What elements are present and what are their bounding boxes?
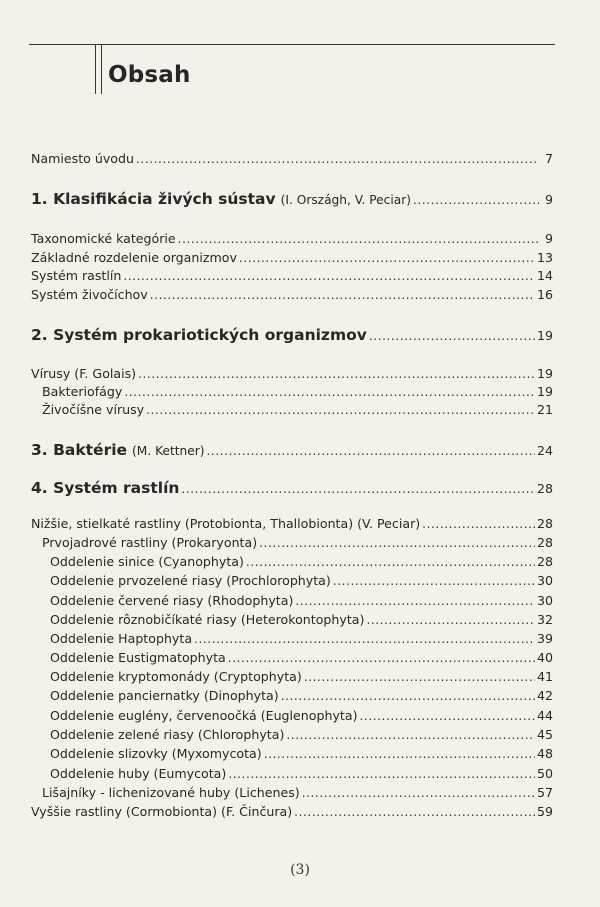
toc-entry-bakteriofagy [42,384,553,400]
leader-dots [294,804,535,820]
toc-label: 2. Systém prokariotických organizmov [31,326,367,344]
toc-page: 45 [536,727,553,742]
page-title: Obsah [108,62,191,88]
toc-label: Živočíšne vírusy [42,402,145,417]
toc-entry-cervene-riasy [50,593,553,609]
leader-dots [246,554,535,570]
toc-label: Oddelenie huby (Eumycota) [50,766,227,781]
toc-label: Základné rozdelenie organizmov [31,250,237,265]
toc-label: Oddelenie panciernatky (Dinophyta) [50,688,279,703]
toc-entry-zivocisne-virusy [42,402,553,418]
toc-page: 28 [536,516,553,531]
toc-page: 41 [536,669,553,684]
toc-entry-panciernatky [50,688,553,704]
leader-dots [359,708,534,724]
leader-dots [178,231,539,247]
toc-page: 19 [536,328,553,343]
toc-label: Systém rastlín [31,268,122,283]
toc-label: Lišajníky - lichenizované huby (Lichenes) [42,785,300,800]
toc-entry-sinice [50,554,553,570]
toc-chapter-2 [31,325,553,346]
leader-dots [150,287,535,303]
toc-label: Oddelenie Eustigmatophyta [50,650,226,665]
toc-page: 7 [544,151,553,166]
toc-page: 13 [536,250,553,265]
leader-dots [207,440,535,461]
leader-dots [302,785,535,801]
leader-dots [181,478,535,499]
leader-dots [369,325,535,346]
toc-page: 24 [536,443,553,458]
toc-label: Vírusy (F. Golais) [31,366,137,381]
toc-entry-system-rastlin [31,268,553,284]
toc-page: 50 [536,766,553,781]
toc-page: 42 [536,688,553,703]
toc-page: 59 [536,804,553,819]
toc-label: Prvojadrové rastliny (Prokaryonta) [42,535,258,550]
toc-author: (I. Országh, V. Peciar) [280,193,411,207]
toc-label: 3. Baktérie [31,441,128,459]
toc-label: Oddelenie zelené riasy (Chlorophyta) [50,727,285,742]
toc-label: Systém živočíchov [31,287,148,302]
toc-page: 32 [536,612,553,627]
toc-entry-taxonomicke-kategorie [31,231,553,247]
toc-page: 57 [536,785,553,800]
page-number: (3) [290,862,310,878]
toc-page: 28 [536,481,553,496]
toc-page: 21 [536,402,553,417]
toc-entry-namiesto-uvodu [31,151,553,167]
toc-page: 28 [536,535,553,550]
toc-label: 1. Klasifikácia živých sústav [31,190,276,208]
toc-entry-kryptomonady [50,669,553,685]
toc-page: 19 [536,366,553,381]
leader-dots [413,189,539,210]
toc-label: Nižšie, stielkaté rastliny (Protobionta, Thallobionta) (V. Peciar) [31,516,421,531]
toc-page: 44 [536,708,553,723]
leader-dots [366,612,535,628]
toc-label: Vyššie rastliny (Cormobionta) (F. Činčura) [31,804,293,819]
toc-label: Oddelenie rôznobičíkaté riasy (Heterokontophyta) [50,612,365,627]
toc-page: 28 [536,554,553,569]
leader-dots [295,593,535,609]
leader-dots [194,631,535,647]
toc-label: Namiesto úvodu [31,151,134,166]
toc-label: Oddelenie Haptophyta [50,631,193,646]
toc-label: Oddelenie prvozelené riasy (Prochlorophyta) [50,573,331,588]
toc-entry-eugleny [50,708,553,724]
toc-author: (M. Kettner) [132,444,205,458]
toc-entry-prvozelene-riasy [50,573,553,589]
leader-dots [124,384,535,400]
toc-entry-haptophyta [50,631,553,647]
toc-page: 9 [544,192,553,207]
toc-page: 30 [536,593,553,608]
toc-page: 30 [536,573,553,588]
leader-dots [422,516,535,532]
leader-dots [286,727,535,743]
toc-page: 40 [536,650,553,665]
toc-chapter-4 [31,478,553,499]
toc-entry-huby [50,766,553,782]
leader-dots [239,250,535,266]
leader-dots [333,573,535,589]
toc-label: Oddelenie slizovky (Myxomycota) [50,746,262,761]
toc-entry-lisajniky [42,785,553,801]
toc-entry-vyssie-rastliny [31,804,553,820]
leader-dots [146,402,535,418]
leader-dots [123,268,535,284]
toc-label: Oddelenie sinice (Cyanophyta) [50,554,244,569]
leader-dots [138,366,535,382]
leader-dots [136,151,539,167]
toc-label: 4. Systém rastlín [31,479,180,497]
leader-dots [304,669,535,685]
toc-entry-eustigmatophyta [50,650,553,666]
toc-page: 9 [544,231,553,246]
toc-chapter-3 [31,440,553,461]
leader-dots [228,650,535,666]
toc-page: 14 [536,268,553,283]
toc-label: Oddelenie červené riasy (Rhodophyta) [50,593,294,608]
toc-page: 48 [536,746,553,761]
toc-label: Oddelenie kryptomonády (Cryptophyta) [50,669,302,684]
toc-page: 16 [536,287,553,302]
toc-entry-nizsie-rastliny [31,516,553,532]
toc-chapter-1 [31,189,553,210]
toc-page: 39 [536,631,553,646]
leader-dots [259,535,535,551]
leader-dots [281,688,535,704]
leader-dots [228,766,535,782]
toc-page: 19 [536,384,553,399]
toc-label: Taxonomické kategórie [31,231,176,246]
toc-entry-slizovky [50,746,553,762]
toc-entry-roznobicikate-riasy [50,612,553,628]
leader-dots [264,746,535,762]
toc-entry-zelene-riasy [50,727,553,743]
toc-label: Oddelenie euglény, červenoočká (Euglenophyta) [50,708,358,723]
toc-entry-prvojadrove-rastliny [42,535,553,551]
toc-label: Bakteriofágy [42,384,123,399]
toc-entry-system-zivocichov [31,287,553,303]
toc-entry-virusy [31,366,553,382]
toc-entry-zakladne-rozdelenie [31,250,553,266]
